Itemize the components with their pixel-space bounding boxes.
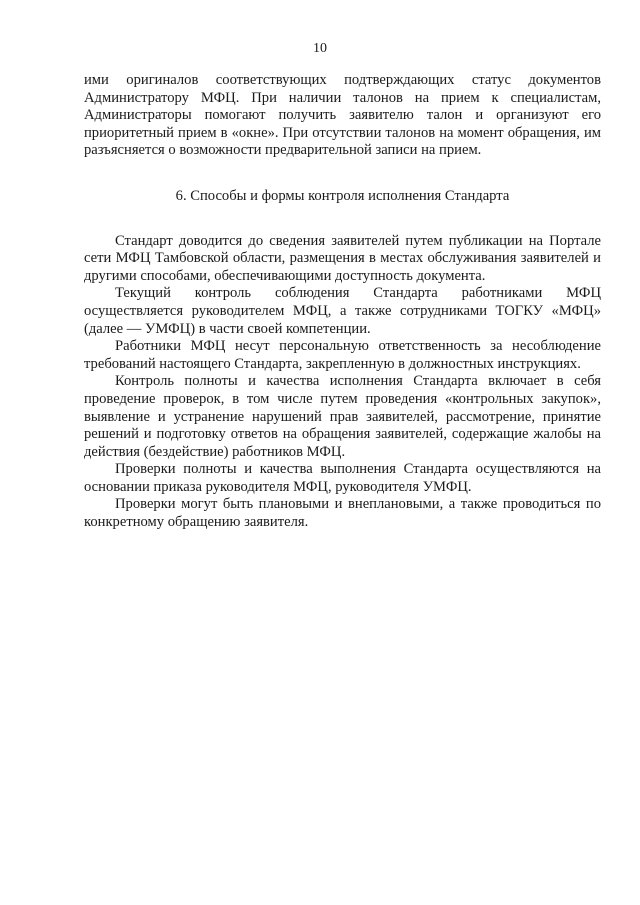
intro-paragraph: ими оригиналов соответствующих подтверждающих статус документов Администратору МФЦ. При наличии талонов на прием к специалистам, Администраторы помогают получить заявителю талон и организуют его приоритетный прием в «окне». При отсутствии талонов на момент обращения, им разъясняется о возможности предварительной записи на прием. bbox=[84, 72, 601, 159]
paragraph-inspection-types: Проверки могут быть плановыми и внеплановыми, а также проводиться по конкретному обращению заявителя. bbox=[84, 496, 601, 531]
page-number: 10 bbox=[313, 41, 327, 56]
document-body bbox=[84, 72, 601, 532]
paragraph-publication: Стандарт доводится до сведения заявителей путем публикации на Портале сети МФЦ Тамбовской области, размещения в местах обслуживания заявителей и другими способами, обеспечивающими доступность документа. bbox=[84, 232, 601, 284]
paragraph-current-control: Текущий контроль соблюдения Стандарта работниками МФЦ осуществляется руководителем МФЦ, а также сотрудниками ТОГКУ «МФЦ» (далее — УМФЦ) в части своей компетенции. bbox=[84, 285, 601, 337]
paragraph-inspections-basis: Проверки полноты и качества выполнения Стандарта осуществляются на основании приказа руководителя МФЦ, руководителя УМФЦ. bbox=[84, 461, 601, 495]
paragraph-responsibility: Работники МФЦ несут персональную ответственность за несоблюдение требований настоящего Стандарта, закрепленную в должностных инструкциях. bbox=[84, 338, 601, 372]
paragraph-quality-control: Контроль полноты и качества исполнения Стандарта включает в себя проведение проверок, в том числе путем проведения «контрольных закупок», выявление и устранение нарушений прав заявителей, рассмотрение, принятие решений и подготовку ответов на обращения заявителей, содержащие жалобы на действия (бездействие) работников МФЦ. bbox=[84, 373, 601, 460]
section-heading: 6. Способы и формы контроля исполнения Стандарта bbox=[175, 187, 510, 204]
